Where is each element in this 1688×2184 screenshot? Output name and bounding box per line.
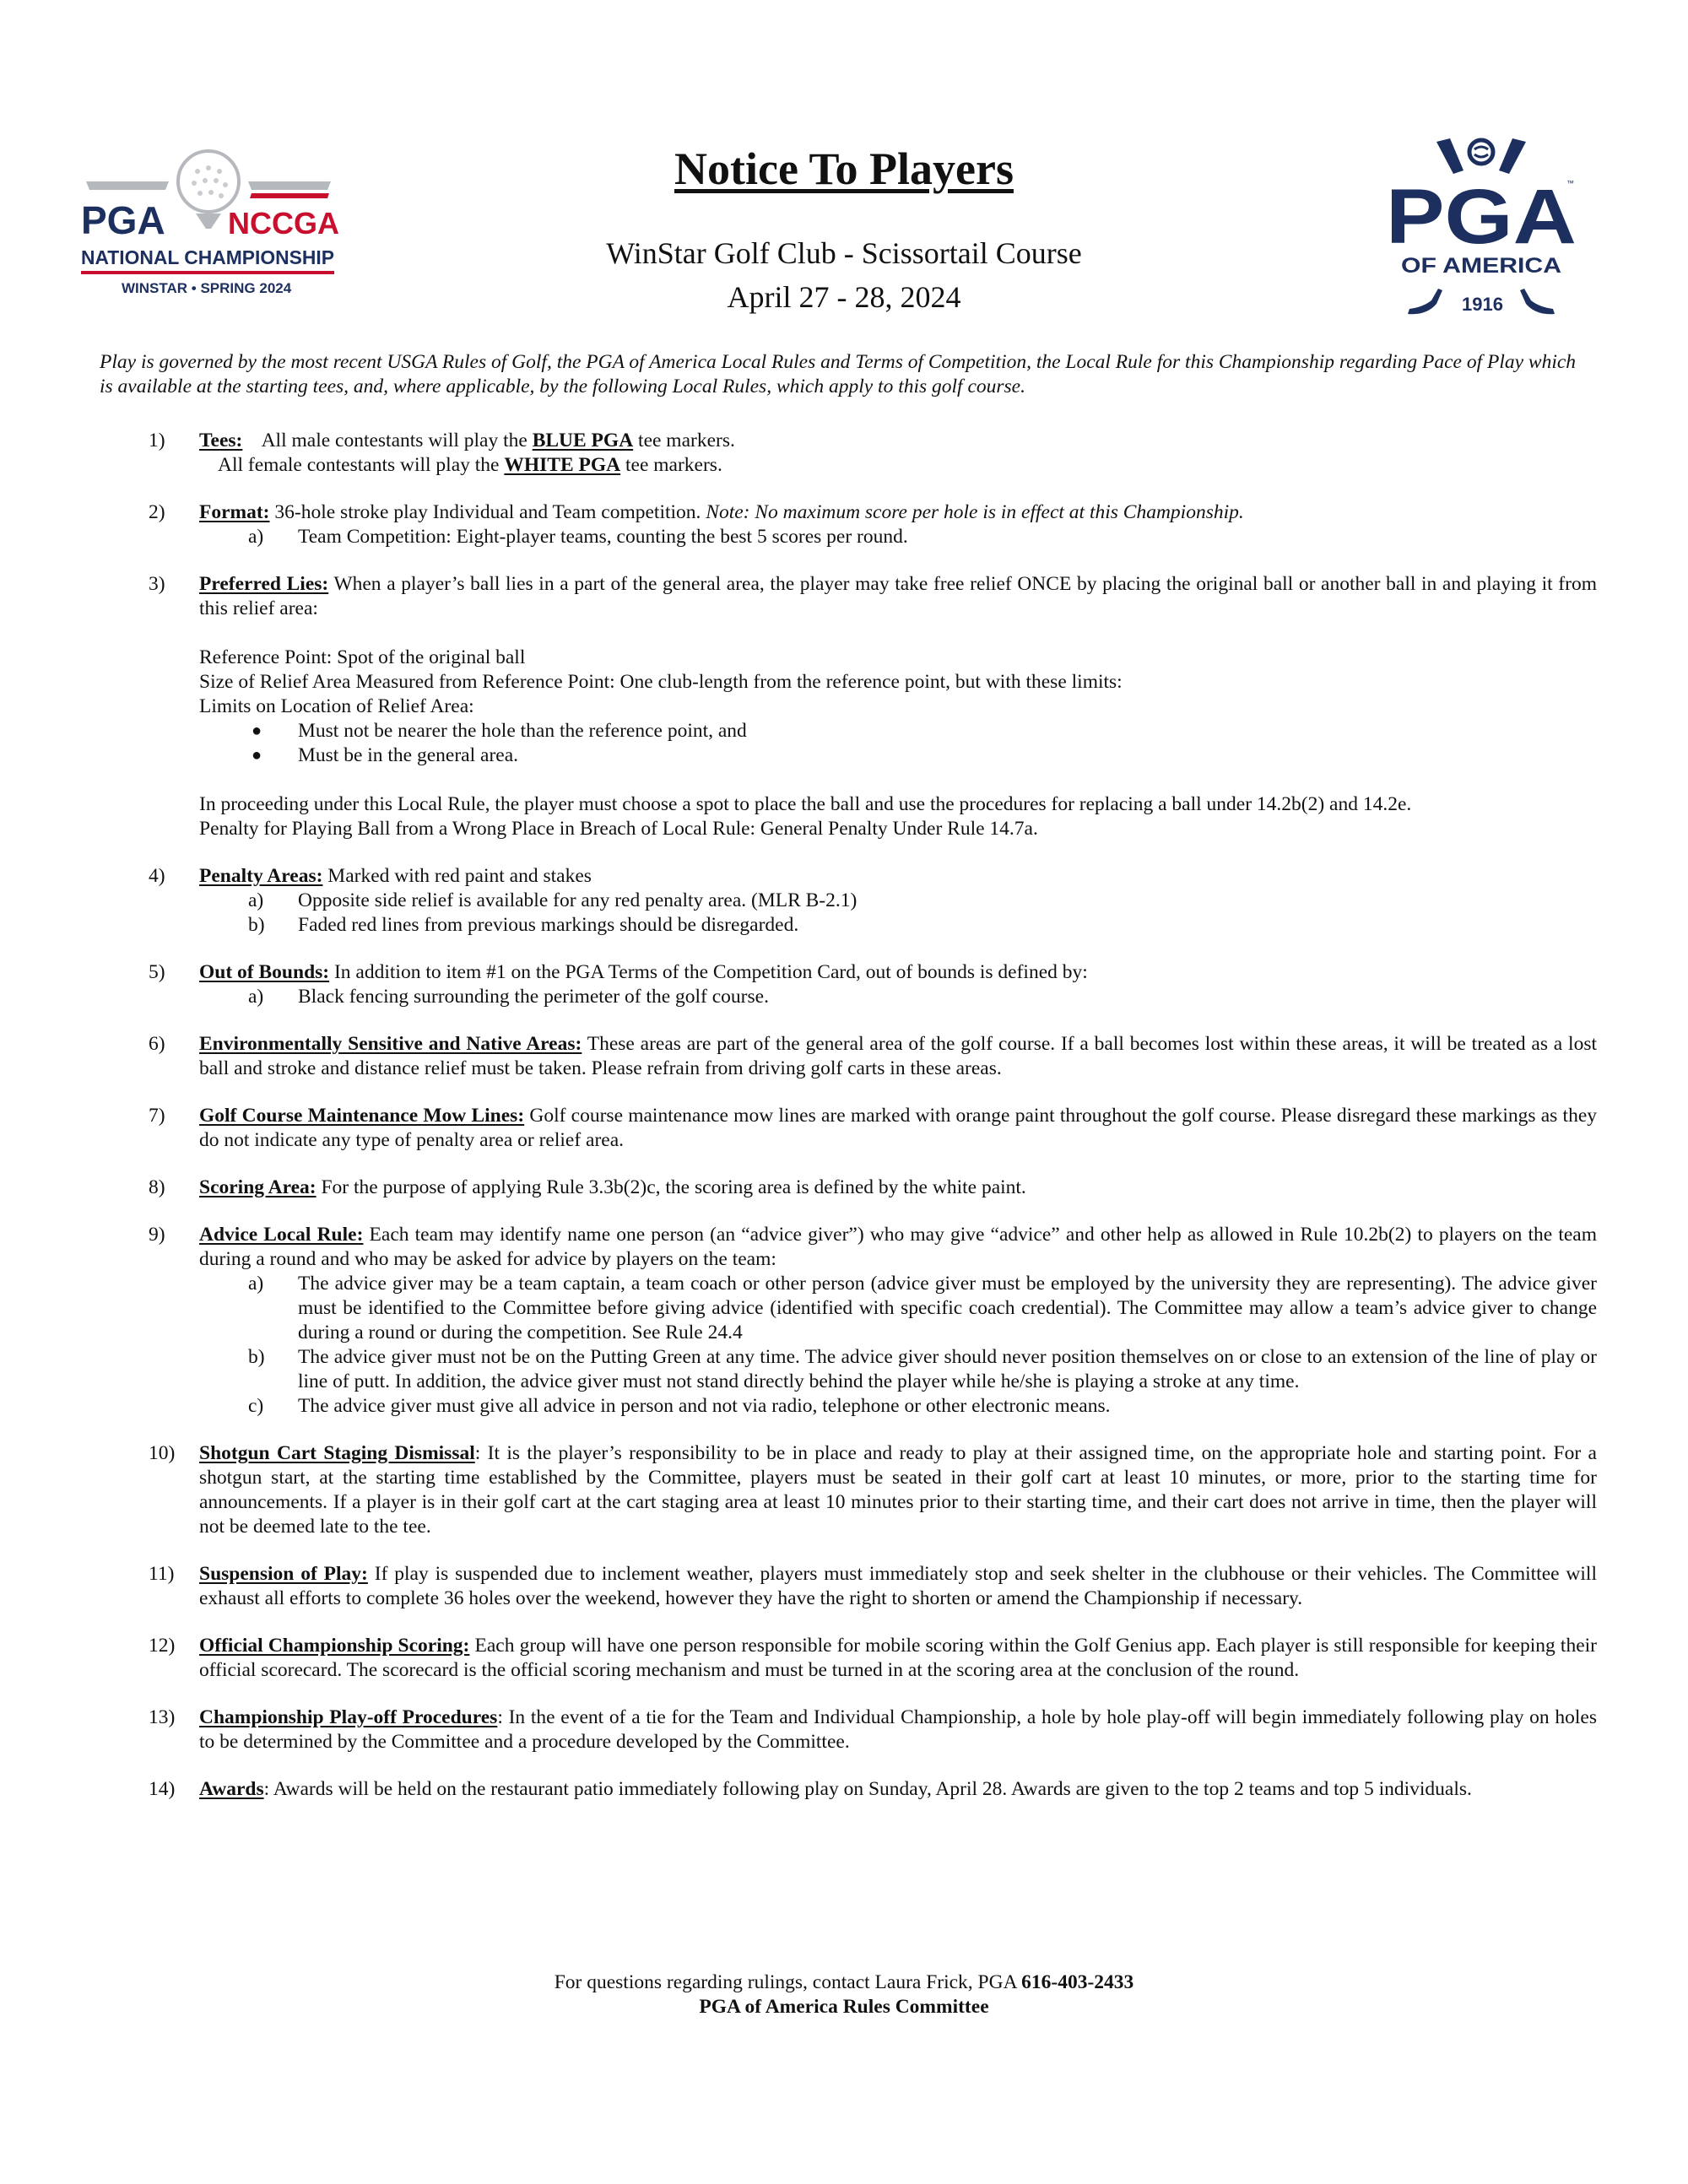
rule-heading: Shotgun Cart Staging Dismissal [199, 1442, 475, 1464]
right-logo-pga-text: PGA [1386, 174, 1577, 260]
rule-heading: Awards [199, 1778, 264, 1800]
footer-phone: 616-403-2433 [1021, 1971, 1134, 1993]
rule-number: 2) [149, 501, 165, 523]
rule-text: In addition to item #1 on the PGA Terms of the Competition Card, out of bounds is defined by: [329, 961, 1088, 983]
left-logo-championship-text: NATIONAL CHAMPIONSHIP [81, 246, 334, 268]
reference-point-text: Reference Point: Spot of the original ball [199, 646, 526, 668]
rule-item-advice [0, 1223, 1688, 1419]
rule-number: 5) [149, 961, 165, 983]
rule-number: 11) [149, 1563, 175, 1585]
sub-item-label: c) [248, 1395, 264, 1417]
rule-text: For the purpose of applying Rule 3.3b(2)c, the scoring area is defined by the white paint. [316, 1176, 1026, 1198]
rule-heading: Advice Local Rule: [199, 1224, 364, 1246]
rule-text: Each group will have one person responsible for mobile scoring within the Golf Genius app. Each player is still responsible for keeping their official scorecard. The scorecard is the official scoring mechanism and must be turned in at the scoring area at the conclusion of the round. [199, 1635, 1597, 1681]
sub-item-text: Faded red lines from previous markings should be disregarded. [298, 914, 799, 936]
rule-heading: Out of Bounds: [199, 961, 330, 983]
rule-item-suspension [0, 1562, 1688, 1611]
rule-item-mow-lines [0, 1104, 1688, 1153]
page-title: Notice To Players [674, 143, 1014, 194]
tee-icon [196, 214, 221, 229]
sub-item-label: b) [248, 1346, 265, 1368]
rule-number: 1) [149, 430, 165, 451]
footer-committee: PGA of America Rules Committee [699, 1996, 989, 2018]
bullet-text: Must not be nearer the hole than the reference point, and [298, 720, 747, 742]
left-logo-event-text: WINSTAR • SPRING 2024 [122, 280, 292, 296]
rule-number: 13) [149, 1706, 176, 1728]
rule-item-official-scoring [0, 1634, 1688, 1683]
sub-item-label: a) [248, 889, 264, 911]
rule-item-scoring-area [0, 1176, 1688, 1200]
bullet-item [199, 719, 1597, 743]
bullet-icon: ● [252, 746, 262, 765]
right-logo-year-text: 1916 [1462, 294, 1503, 315]
rule-text: : In the event of a tie for the Team and Individual Championship, a hole by hole play-off will begin immediately following play on holes to be determined by the Committee and a procedure developed by the Committee. [199, 1706, 1597, 1753]
local-rules-list [0, 429, 1688, 1825]
rule-heading: Preferred Lies: [199, 573, 329, 595]
rule-text: All female contestants will play the [218, 454, 505, 476]
rule-number: 10) [149, 1442, 176, 1464]
rule-number: 14) [149, 1778, 176, 1800]
rule-text: tee markers. [620, 454, 722, 476]
sub-item-label: a) [248, 1273, 264, 1295]
rule-number: 8) [149, 1176, 165, 1198]
sub-item [199, 525, 1597, 549]
relief-limits-text: Limits on Location of Relief Area: [199, 695, 474, 717]
sub-item [199, 889, 1597, 913]
sub-item [199, 1272, 1597, 1345]
rule-text: Golf course maintenance mow lines are marked with orange paint throughout the golf course. Please disregard these markings as they do not indicate any type of penalty area or relief area. [199, 1105, 1597, 1151]
rule-item-out-of-bounds [0, 960, 1688, 1009]
rule-text: 36-hole stroke play Individual and Team competition. [269, 501, 706, 523]
rule-item-preferred-lies [0, 572, 1688, 841]
sub-item-text: The advice giver must not be on the Putting Green at any time. The advice giver should never position themselves on or close to an extension of the line of play or line of putt. In addition, the advice giver must not stand directly behind the player while he/she is playing a stroke at any time. [298, 1346, 1597, 1392]
rule-text: Marked with red paint and stakes [322, 865, 592, 887]
footer-contact [0, 1970, 1688, 2019]
intro-paragraph: Play is governed by the most recent USGA Rules of Golf, the PGA of America Local Rules and Terms of Competition, the Local Rule for this Championship regarding Pace of Play which is available at the starting tees, and, where applicable, by the following Local Rules, which apply to this golf course. [100, 351, 1577, 397]
rule-heading: Official Championship Scoring: [199, 1635, 470, 1657]
left-logo-pga-text: PGA [81, 198, 165, 242]
rule-number: 9) [149, 1224, 165, 1246]
rule-number: 12) [149, 1635, 176, 1657]
rule-number: 6) [149, 1033, 165, 1055]
bullet-icon: ● [252, 722, 262, 740]
sub-item-text: Team Competition: Eight-player teams, counting the best 5 scores per round. [298, 526, 908, 548]
venue-name: WinStar Golf Club - Scissortail Course [606, 236, 1082, 270]
rule-heading: Championship Play-off Procedures [199, 1706, 498, 1728]
rule-text: All male contestants will play the [261, 430, 533, 451]
rule-text: : Awards will be held on the restaurant patio immediately following play on Sunday, April 28. Awards are given to the top 2 teams and top 5 individuals. [263, 1778, 1472, 1800]
rule-heading: Environmentally Sensitive and Native Areas: [199, 1033, 582, 1055]
bullet-text: Must be in the general area. [298, 744, 519, 766]
sub-item-text: Black fencing surrounding the perimeter of the golf course. [298, 986, 769, 1008]
rule-item-awards [0, 1777, 1688, 1802]
rule-heading: Tees: [199, 430, 243, 451]
rule-number: 4) [149, 865, 165, 887]
left-logo-nccga-text: NCCGA [228, 206, 339, 241]
rule-text: These areas are part of the general area of the golf course. If a ball becomes lost within these areas, it will be treated as a lost ball and stroke and distance relief must be taken. Please refrain from driving golf carts in these areas. [199, 1033, 1597, 1079]
rule-text: When a player’s ball lies in a part of the general area, the player may take free relief ONCE by placing the original ball or another ball in and playing it from this relief area: [199, 573, 1597, 619]
sub-item-label: a) [248, 986, 264, 1008]
blue-tee-label: BLUE PGA [532, 430, 634, 451]
rule-heading: Penalty Areas: [199, 865, 323, 887]
rule-item-sensitive-areas [0, 1032, 1688, 1081]
rule-item-playoff [0, 1706, 1688, 1754]
procedure-text: In proceeding under this Local Rule, the player must choose a spot to place the ball and use the procedures for replacing a ball under 14.2b(2) and 14.2e. [199, 793, 1412, 815]
sub-item [199, 985, 1597, 1009]
event-dates: April 27 - 28, 2024 [727, 280, 961, 314]
rule-text: tee markers. [633, 430, 735, 451]
rule-item-penalty-areas [0, 864, 1688, 938]
sub-item [199, 1394, 1597, 1419]
rule-heading: Scoring Area: [199, 1176, 316, 1198]
bullet-item [199, 743, 1597, 768]
rule-number: 7) [149, 1105, 165, 1127]
trademark-symbol: ™ [1566, 179, 1574, 187]
relief-size-text: Size of Relief Area Measured from Reference Point: One club-length from the reference point, but with these limits: [199, 671, 1123, 693]
rule-item-tees [0, 429, 1688, 478]
rule-text: Each team may identify name one person (an “advice giver”) who may give “advice” and other help as allowed in Rule 10.2b(2) to players on the team during a round and who may be asked for advice by players on the team: [199, 1224, 1597, 1270]
sub-item-label: b) [248, 914, 265, 936]
rule-text: : It is the player’s responsibility to be in place and ready to play at their assigned time, on the appropriate hole and starting point. For a shotgun start, at the starting time established by the Committee, players must be seated in their golf cart at least 10 minutes, or more, prior to the starting time for announcements. If a player is in their golf cart at the cart staging area at least 10 minutes prior to their starting time, and their cart does not arrive in time, then the player will not be deemed late to the tee. [199, 1442, 1597, 1538]
rule-note: Note: No maximum score per hole is in effect at this Championship. [706, 501, 1244, 523]
sub-item-text: The advice giver must give all advice in person and not via radio, telephone or other electronic means. [298, 1395, 1111, 1417]
footer-contact-text: For questions regarding rulings, contact Laura Frick, PGA [554, 1971, 1022, 1993]
penalty-text: Penalty for Playing Ball from a Wrong Place in Breach of Local Rule: General Penalty Under Rule 14.7a. [199, 818, 1038, 840]
rule-number: 3) [149, 573, 165, 595]
rule-heading: Format: [199, 501, 270, 523]
white-tee-label: WHITE PGA [504, 454, 621, 476]
sub-item [199, 913, 1597, 938]
rule-heading: Suspension of Play: [199, 1563, 368, 1585]
rule-item-shotgun-staging [0, 1441, 1688, 1539]
rule-text: If play is suspended due to inclement weather, players must immediately stop and seek shelter in the clubhouse or their vehicles. The Committee will exhaust all efforts to complete 36 holes over the weekend, however they have the right to shorten or amend the Championship if necessary. [199, 1563, 1597, 1609]
sub-item-text: Opposite side relief is available for any red penalty area. (MLR B-2.1) [298, 889, 858, 911]
sub-item-label: a) [248, 526, 264, 548]
sub-item-text: The advice giver may be a team captain, a team coach or other person (advice giver must be employed by the university they are representing). The advice giver must be identified to the Committee before giving advice (identified with specific coach credential). The Committee may allow a team’s advice giver to change during a round or during the competition. See Rule 24.4 [298, 1273, 1597, 1343]
rule-item-format [0, 500, 1688, 549]
rule-heading: Golf Course Maintenance Mow Lines: [199, 1105, 525, 1127]
right-logo-of-america-text: OF AMERICA [1401, 254, 1561, 278]
sub-item [199, 1345, 1597, 1394]
